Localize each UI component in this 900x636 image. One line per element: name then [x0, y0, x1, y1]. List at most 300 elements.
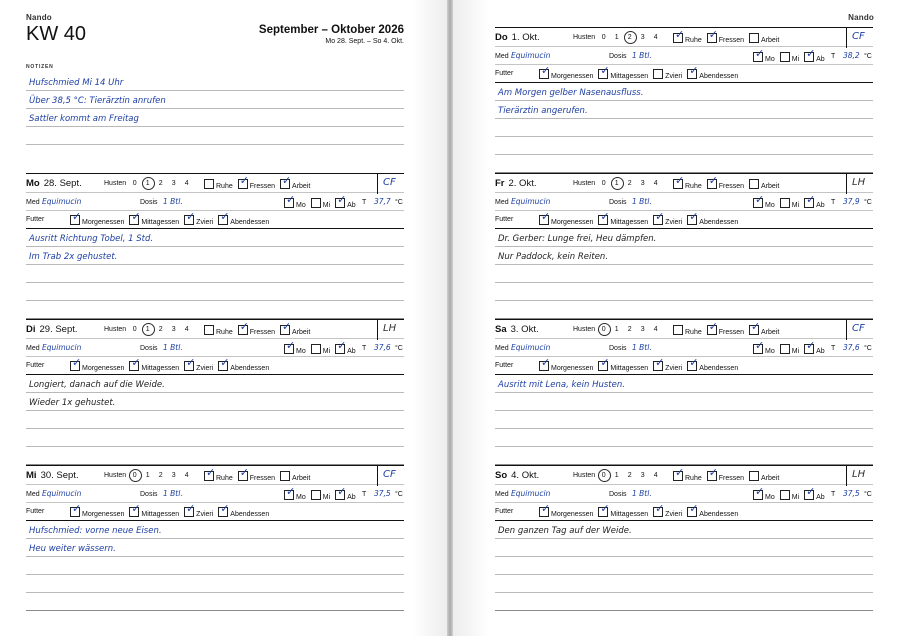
fressen[interactable]	[707, 174, 745, 190]
cough-level-0[interactable]	[597, 34, 610, 41]
food-zvieri[interactable]	[653, 69, 682, 80]
note-line[interactable]	[26, 393, 404, 411]
food-mittag-label: Mittagessen	[141, 365, 180, 372]
cough-level-3[interactable]	[167, 326, 180, 333]
initials-text: CF	[383, 469, 396, 480]
med-name[interactable]: Equimucin	[511, 197, 551, 206]
food-morgen[interactable]	[70, 210, 125, 226]
time-mo[interactable]	[284, 339, 306, 355]
time-ab-label: Ab	[816, 348, 825, 355]
med-name[interactable]: Equimucin	[511, 343, 551, 352]
time-mi-checkbox[interactable]	[311, 490, 321, 500]
food-abend[interactable]	[218, 502, 270, 518]
ruhe[interactable]	[204, 325, 233, 336]
cough-level-3[interactable]	[636, 326, 649, 333]
cough-level-4[interactable]	[180, 180, 193, 187]
time-ab[interactable]	[335, 193, 356, 209]
food-morgen[interactable]	[70, 502, 125, 518]
time-ab-label: Ab	[816, 202, 825, 209]
note-line[interactable]	[495, 393, 873, 411]
food-mittag[interactable]	[129, 502, 180, 518]
time-mo-label: Mo	[765, 494, 775, 501]
temp-value[interactable]: 37,9	[843, 197, 860, 206]
food-morgen-checkbox[interactable]	[539, 64, 551, 79]
note-line[interactable]	[495, 247, 873, 265]
time-mo-checkbox[interactable]	[753, 485, 765, 500]
med-name[interactable]: Equimucin	[511, 489, 551, 498]
time-ab[interactable]	[335, 485, 356, 501]
time-ab-label: Ab	[347, 494, 356, 501]
arbeit-label: Arbeit	[761, 183, 780, 190]
time-mi-checkbox[interactable]	[780, 52, 790, 62]
time-mo-checkbox[interactable]	[284, 339, 296, 354]
food-morgen[interactable]	[539, 356, 594, 372]
cough-level-4[interactable]	[649, 326, 662, 333]
cough-level-1[interactable]	[141, 180, 154, 187]
cough-label: Husten	[573, 326, 596, 333]
day-weekday: Mo	[26, 178, 40, 189]
time-mo-checkbox[interactable]	[753, 193, 765, 208]
ruhe[interactable]	[673, 466, 702, 482]
time-mo-checkbox[interactable]	[753, 339, 765, 354]
time-ab[interactable]	[804, 193, 825, 209]
arbeit-checkbox[interactable]	[749, 320, 761, 335]
note-line[interactable]	[495, 593, 873, 611]
note-line[interactable]	[26, 301, 404, 319]
note-line[interactable]	[495, 155, 873, 173]
time-ab[interactable]	[804, 47, 825, 63]
food-abend[interactable]	[218, 356, 270, 372]
arbeit[interactable]	[749, 33, 779, 44]
food-abend[interactable]	[687, 210, 739, 226]
cough-level-text: 4	[653, 34, 658, 41]
cough-level-0[interactable]	[597, 180, 610, 187]
cough-level-4[interactable]	[649, 34, 662, 41]
cough-level-1[interactable]	[141, 326, 154, 333]
ruhe[interactable]	[204, 179, 233, 190]
time-mo[interactable]	[753, 485, 775, 501]
note-line[interactable]	[26, 593, 404, 611]
day-entry	[495, 27, 873, 173]
time-mi-checkbox[interactable]	[311, 344, 321, 354]
cough-levels	[597, 180, 662, 187]
food-morgen-checkbox[interactable]	[539, 356, 551, 371]
day-label	[26, 470, 79, 481]
dosis-value[interactable]: 1 Btl.	[163, 197, 183, 206]
note-line[interactable]	[495, 101, 873, 119]
time-mi[interactable]	[780, 344, 799, 355]
cough-level-3[interactable]	[636, 180, 649, 187]
medication-row	[495, 47, 873, 65]
checkmark-icon: ✓	[72, 356, 82, 369]
food-zvieri[interactable]	[184, 210, 214, 226]
arbeit[interactable]	[280, 174, 311, 190]
checkmark-icon: ✓	[755, 193, 765, 206]
fressen-checkbox[interactable]	[707, 320, 718, 335]
fressen[interactable]	[238, 174, 276, 190]
food-morgen[interactable]	[539, 210, 594, 226]
arbeit[interactable]	[749, 320, 780, 336]
time-ab-label: Ab	[347, 348, 356, 355]
arbeit-checkbox[interactable]	[280, 320, 292, 335]
time-ab[interactable]	[804, 485, 825, 501]
fressen-checkbox[interactable]	[238, 320, 249, 335]
initials-box[interactable]	[846, 28, 873, 48]
cough-level-text: 0	[601, 180, 606, 187]
food-mittag[interactable]	[598, 502, 649, 518]
time-ab-checkbox[interactable]	[804, 485, 816, 500]
initials-text: CF	[383, 177, 396, 188]
dosis-value[interactable]: 1 Btl.	[632, 51, 652, 60]
cough-level-0[interactable]	[128, 472, 141, 479]
food-mittag[interactable]	[129, 356, 180, 372]
day-notes	[26, 229, 404, 319]
note-text: Tierärztin angerufen.	[498, 106, 588, 116]
note-line[interactable]	[26, 521, 404, 539]
note-line[interactable]	[26, 375, 404, 393]
fressen-label: Fressen	[249, 183, 276, 190]
note-text: Heu weiter wässern.	[29, 544, 116, 554]
cough-level-4[interactable]	[180, 326, 193, 333]
note-line[interactable]	[495, 539, 873, 557]
fressen[interactable]	[238, 320, 276, 336]
fressen-checkbox[interactable]	[238, 466, 249, 481]
arbeit-checkbox[interactable]	[749, 179, 759, 189]
food-abend-checkbox[interactable]	[687, 210, 699, 225]
food-mittag-checkbox[interactable]	[598, 210, 610, 225]
food-zvieri-checkbox[interactable]	[184, 356, 196, 371]
initials-text: LH	[852, 177, 866, 188]
temp-label: T	[831, 199, 836, 206]
dosis-value[interactable]: 1 Btl.	[632, 197, 652, 206]
dosis-value[interactable]: 1 Btl.	[163, 343, 183, 352]
time-ab-checkbox[interactable]	[804, 47, 816, 62]
cough-level-text: 2	[158, 326, 163, 333]
med-name[interactable]: Equimucin	[42, 343, 82, 352]
time-mi-checkbox[interactable]	[780, 490, 790, 500]
time-mi[interactable]	[780, 490, 799, 501]
day-label	[495, 324, 539, 335]
checkmark-icon: ✓	[600, 502, 610, 515]
note-line[interactable]	[495, 301, 873, 319]
note-line[interactable]	[26, 265, 404, 283]
cough-level-0[interactable]	[597, 326, 610, 333]
arbeit-checkbox[interactable]	[749, 471, 759, 481]
med-name[interactable]: Equimucin	[511, 51, 551, 60]
day-header-row	[26, 173, 404, 193]
note-line[interactable]	[495, 557, 873, 575]
time-mi[interactable]	[780, 198, 799, 209]
futter-label: Futter	[495, 362, 514, 369]
food-zvieri[interactable]	[653, 356, 683, 372]
fressen-checkbox[interactable]	[238, 174, 249, 189]
temp-value[interactable]: 37,5	[843, 489, 860, 498]
dosis-value[interactable]: 1 Btl.	[163, 489, 183, 498]
note-line[interactable]	[26, 539, 404, 557]
food-zvieri-checkbox[interactable]	[653, 502, 665, 517]
note-line[interactable]	[495, 83, 873, 101]
time-mo[interactable]	[753, 339, 775, 355]
food-zvieri-checkbox[interactable]	[184, 502, 196, 517]
food-mittag-checkbox[interactable]	[129, 502, 141, 517]
med-label: Med	[495, 345, 509, 352]
cough-level-2[interactable]	[623, 34, 636, 41]
time-mo-checkbox[interactable]	[753, 47, 765, 62]
note-line[interactable]	[495, 375, 873, 393]
food-zvieri-checkbox[interactable]	[653, 69, 663, 79]
time-mo[interactable]	[284, 193, 306, 209]
day-weekday: So	[495, 470, 508, 481]
cough-level-3[interactable]	[636, 472, 649, 479]
food-morgen-checkbox[interactable]	[539, 210, 551, 225]
note-line[interactable]	[495, 119, 873, 137]
time-mi[interactable]	[311, 198, 330, 209]
day-weekday: Fr	[495, 178, 505, 189]
med-label: Med	[26, 345, 40, 352]
fressen-checkbox[interactable]	[707, 174, 718, 189]
note-text: Hufschmied Mi 14 Uhr	[29, 78, 124, 88]
cough-scale	[573, 472, 662, 479]
ruhe-checkbox[interactable]	[673, 325, 683, 335]
time-mi-checkbox[interactable]	[780, 198, 790, 208]
cough-level-text: 1	[614, 180, 619, 187]
dosis-value[interactable]: 1 Btl.	[632, 489, 652, 498]
food-mittag[interactable]	[129, 210, 180, 226]
food-zvieri[interactable]	[184, 356, 214, 372]
food-morgen[interactable]	[539, 64, 594, 80]
cough-level-text: 4	[653, 472, 658, 479]
time-mo[interactable]	[284, 485, 306, 501]
note-line[interactable]	[26, 575, 404, 593]
food-morgen-checkbox[interactable]	[70, 502, 82, 517]
food-zvieri-checkbox[interactable]	[184, 210, 196, 225]
food-mittag-checkbox[interactable]	[129, 210, 141, 225]
arbeit[interactable]	[749, 471, 779, 482]
food-zvieri-label: Zvieri	[665, 365, 683, 372]
food-abend-checkbox[interactable]	[687, 356, 699, 371]
food-morgen-checkbox[interactable]	[539, 502, 551, 517]
food-abend-checkbox[interactable]	[687, 64, 699, 79]
cough-level-0[interactable]	[128, 180, 141, 187]
fressen[interactable]	[707, 28, 745, 44]
fressen[interactable]	[238, 466, 276, 482]
ruhe-checkbox[interactable]	[204, 179, 214, 189]
checkmark-icon: ✓	[675, 174, 685, 187]
note-line[interactable]	[495, 137, 873, 155]
ruhe[interactable]	[204, 466, 233, 482]
food-mittag-checkbox[interactable]	[129, 356, 141, 371]
cough-level-1[interactable]	[141, 472, 154, 479]
food-abend-checkbox[interactable]	[218, 356, 230, 371]
food-mittag[interactable]	[598, 356, 649, 372]
cough-level-2[interactable]	[623, 180, 636, 187]
food-abend[interactable]	[218, 210, 270, 226]
time-mo-checkbox[interactable]	[284, 485, 296, 500]
checkmark-icon: ✓	[337, 193, 347, 206]
owner-name: Nando	[848, 13, 874, 22]
food-checks	[539, 502, 743, 518]
ruhe-checkbox[interactable]	[204, 466, 216, 481]
checkmark-icon: ✓	[541, 210, 551, 223]
time-ab[interactable]	[804, 339, 825, 355]
checkmark-icon: ✓	[220, 210, 230, 223]
food-zvieri-checkbox[interactable]	[653, 210, 665, 225]
cough-level-2[interactable]	[154, 180, 167, 187]
cough-level-1[interactable]	[610, 472, 623, 479]
dosis-value[interactable]: 1 Btl.	[632, 343, 652, 352]
note-line[interactable]	[495, 575, 873, 593]
food-morgen-checkbox[interactable]	[70, 210, 82, 225]
note-line[interactable]	[26, 429, 404, 447]
checkmark-icon: ✓	[689, 64, 699, 77]
food-abend[interactable]	[687, 356, 739, 372]
cough-level-text: 2	[627, 326, 632, 333]
cough-level-0[interactable]	[597, 472, 610, 479]
food-mittag[interactable]	[598, 210, 649, 226]
ruhe[interactable]	[673, 174, 702, 190]
food-mittag-checkbox[interactable]	[598, 356, 610, 371]
note-line[interactable]	[495, 521, 873, 539]
time-mi[interactable]	[311, 344, 330, 355]
time-ab[interactable]	[335, 339, 356, 355]
cough-level-0[interactable]	[128, 326, 141, 333]
cough-level-2[interactable]	[154, 472, 167, 479]
time-ab-checkbox[interactable]	[804, 339, 816, 354]
cough-level-4[interactable]	[180, 472, 193, 479]
cough-level-2[interactable]	[623, 472, 636, 479]
cough-level-1[interactable]	[610, 34, 623, 41]
food-morgen[interactable]	[539, 502, 594, 518]
cough-level-2[interactable]	[154, 326, 167, 333]
cough-level-text: 1	[614, 34, 619, 41]
note-line[interactable]	[26, 283, 404, 301]
arbeit[interactable]	[749, 179, 779, 190]
note-line[interactable]	[26, 447, 404, 465]
cough-level-4[interactable]	[649, 472, 662, 479]
temp-value[interactable]: 37,6	[374, 343, 391, 352]
time-mo[interactable]	[753, 193, 775, 209]
note-line[interactable]	[26, 247, 404, 265]
time-mo[interactable]	[753, 47, 775, 63]
time-mi-checkbox[interactable]	[780, 344, 790, 354]
food-abend-checkbox[interactable]	[218, 210, 230, 225]
cough-level-1[interactable]	[610, 326, 623, 333]
time-mi[interactable]	[780, 52, 799, 63]
food-zvieri-label: Zvieri	[665, 73, 683, 80]
time-mi-checkbox[interactable]	[311, 198, 321, 208]
ruhe[interactable]	[673, 28, 702, 44]
note-line[interactable]	[495, 265, 873, 283]
ruhe-checkbox[interactable]	[673, 466, 685, 481]
checkmark-icon: ✓	[689, 210, 699, 223]
food-zvieri[interactable]	[653, 502, 683, 518]
time-ab-checkbox[interactable]	[335, 485, 347, 500]
cough-level-4[interactable]	[649, 180, 662, 187]
arbeit-label: Arbeit	[292, 475, 311, 482]
cough-level-1[interactable]	[610, 180, 623, 187]
time-ab-checkbox[interactable]	[804, 193, 816, 208]
time-ab-checkbox[interactable]	[335, 193, 347, 208]
note-line[interactable]	[495, 283, 873, 301]
arbeit[interactable]	[280, 320, 311, 336]
temp-value[interactable]: 37,5	[374, 489, 391, 498]
fressen-checkbox[interactable]	[707, 28, 718, 43]
arbeit-label: Arbeit	[292, 183, 311, 190]
ruhe-checkbox[interactable]	[673, 174, 685, 189]
initials-box[interactable]	[846, 466, 873, 486]
food-morgen-checkbox[interactable]	[70, 356, 82, 371]
checkmark-icon: ✓	[239, 174, 249, 187]
time-ab-checkbox[interactable]	[335, 339, 347, 354]
initials-box[interactable]	[377, 320, 404, 340]
arbeit[interactable]	[280, 471, 310, 482]
food-zvieri[interactable]	[184, 502, 214, 518]
food-abend[interactable]	[687, 64, 739, 80]
fressen[interactable]	[707, 466, 745, 482]
note-line[interactable]	[495, 447, 873, 465]
food-morgen[interactable]	[70, 356, 125, 372]
day-notes	[495, 83, 873, 173]
temp-value[interactable]: 37,7	[374, 197, 391, 206]
note-line[interactable]	[495, 411, 873, 429]
food-mittag-checkbox[interactable]	[598, 502, 610, 517]
temp-value[interactable]: 38,2	[843, 51, 860, 60]
ruhe[interactable]	[673, 325, 702, 336]
note-line[interactable]	[26, 557, 404, 575]
food-abend[interactable]	[687, 502, 739, 518]
med-name[interactable]: Equimucin	[42, 489, 82, 498]
food-abend-checkbox[interactable]	[218, 502, 230, 517]
fressen-label: Fressen	[718, 329, 745, 336]
ruhe-label: Ruhe	[685, 183, 702, 190]
food-mittag[interactable]	[598, 64, 649, 80]
checkmark-icon: ✓	[806, 47, 816, 60]
time-mi-label: Mi	[322, 202, 331, 209]
initials-box[interactable]	[377, 174, 404, 194]
arbeit-checkbox[interactable]	[280, 174, 292, 189]
time-mi[interactable]	[311, 490, 330, 501]
time-mo-checkbox[interactable]	[284, 193, 296, 208]
note-line[interactable]	[26, 229, 404, 247]
fressen-checkbox[interactable]	[707, 466, 718, 481]
food-abend-checkbox[interactable]	[687, 502, 699, 517]
note-line[interactable]	[26, 411, 404, 429]
cough-level-3[interactable]	[636, 34, 649, 41]
fressen-label: Fressen	[718, 183, 745, 190]
food-mittag-checkbox[interactable]	[598, 64, 610, 79]
med-name[interactable]: Equimucin	[42, 197, 82, 206]
cough-level-3[interactable]	[167, 180, 180, 187]
food-row	[26, 503, 404, 521]
arbeit-checkbox[interactable]	[280, 471, 290, 481]
note-line[interactable]	[495, 429, 873, 447]
fressen[interactable]	[707, 320, 745, 336]
arbeit-checkbox[interactable]	[749, 33, 759, 43]
cough-scale	[573, 180, 662, 187]
initials-box[interactable]	[377, 466, 404, 486]
food-zvieri[interactable]	[653, 210, 683, 226]
cough-level-2[interactable]	[623, 326, 636, 333]
cough-level-text: 4	[184, 180, 189, 187]
initials-box[interactable]	[846, 174, 873, 194]
ruhe-checkbox[interactable]	[204, 325, 214, 335]
cough-level-3[interactable]	[167, 472, 180, 479]
initials-box[interactable]	[846, 320, 873, 340]
temp-value[interactable]: 37,6	[843, 343, 860, 352]
food-zvieri-checkbox[interactable]	[653, 356, 665, 371]
note-line[interactable]	[495, 229, 873, 247]
ruhe-checkbox[interactable]	[673, 28, 685, 43]
